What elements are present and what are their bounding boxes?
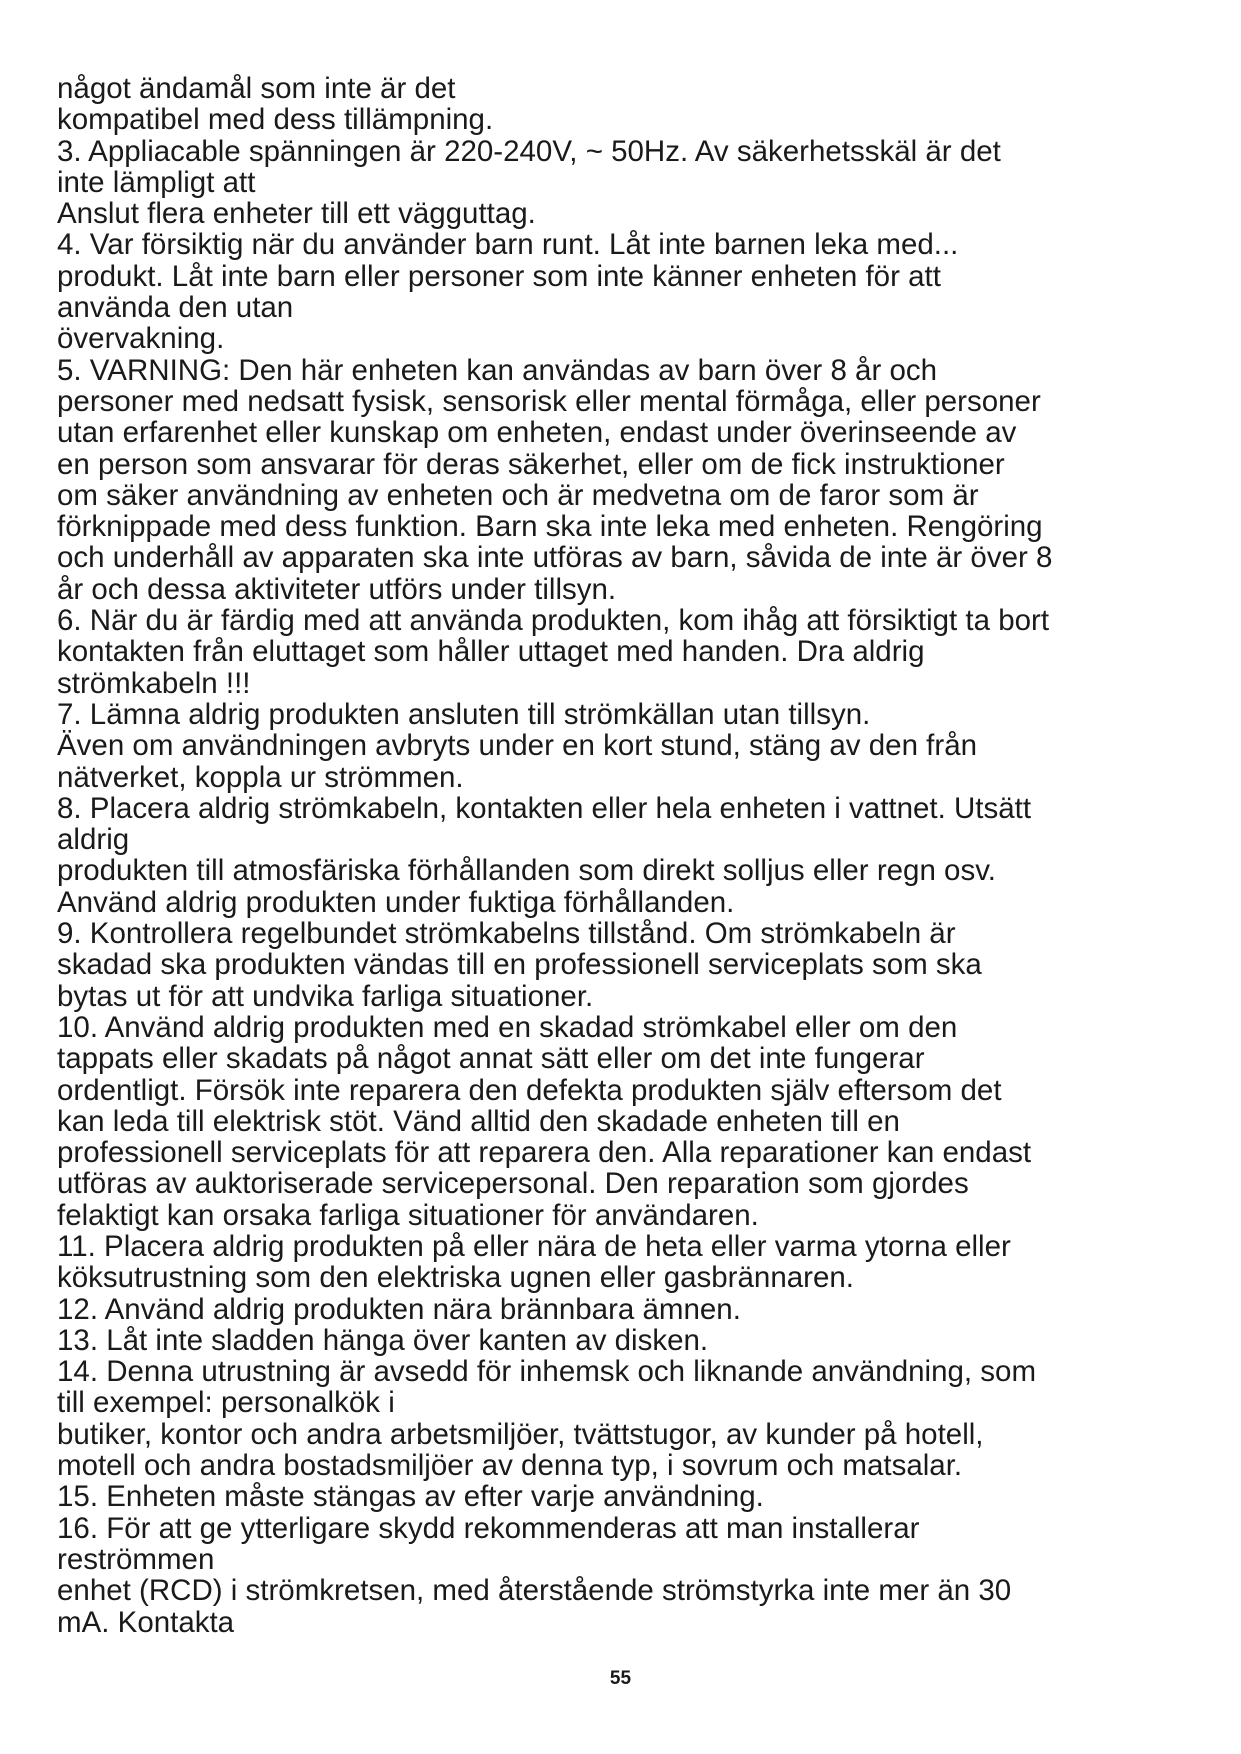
text-line: till exempel: personalkök i — [57, 1386, 395, 1420]
text-line: Anslut flera enheter till ett vägguttag. — [57, 197, 536, 231]
text-line: 9. Kontrollera regelbundet strömkabelns tillstånd. Om strömkabeln är — [57, 917, 956, 951]
text-line: förknippade med dess funktion. Barn ska inte leka med enheten. Rengöring — [57, 510, 1043, 544]
text-line: butiker, kontor och andra arbetsmiljöer, tvättstugor, av kunder på hotell, — [57, 1417, 984, 1451]
text-line: produkten till atmosfäriska förhållanden som direkt solljus eller regn osv. — [57, 854, 996, 888]
text-line: köksutrustning som den elektriska ugnen eller gasbrännaren. — [57, 1261, 854, 1295]
text-line: mA. Kontakta — [57, 1605, 235, 1639]
text-line: strömkabeln !!! — [57, 666, 251, 700]
text-line: 13. Låt inte sladden hänga över kanten av disken. — [57, 1323, 709, 1357]
text-line: år och dessa aktiviteter utförs under tillsyn. — [57, 572, 617, 606]
text-line: 14. Denna utrustning är avsedd för inhemsk och liknande användning, som — [57, 1355, 1037, 1389]
text-line: motell och andra bostadsmiljöer av denna typ, i sovrum och matsalar. — [57, 1449, 963, 1483]
text-line: Använd aldrig produkten under fuktiga förhållanden. — [57, 885, 735, 919]
text-line: 12. Använd aldrig produkten nära brännbara ämnen. — [57, 1292, 741, 1326]
text-line: 5. VARNING: Den här enheten kan användas av barn över 8 år och — [57, 353, 938, 387]
text-line: 10. Använd aldrig produkten med en skadad strömkabel eller om den — [57, 1010, 958, 1044]
text-line: enhet (RCD) i strömkretsen, med återstående strömstyrka inte mer än 30 — [57, 1574, 1012, 1608]
text-line: kompatibel med dess tillämpning. — [57, 103, 494, 137]
text-line: och underhåll av apparaten ska inte utföras av barn, såvida de inte är över 8 — [57, 541, 1053, 575]
text-line: övervakning. — [57, 322, 225, 356]
text-line: Även om användningen avbryts under en kort stund, stäng av den från — [57, 729, 978, 763]
text-line: aldrig — [57, 823, 130, 857]
text-line: 11. Placera aldrig produkten på eller nära de heta eller varma ytorna eller — [57, 1229, 1011, 1263]
text-line: utan erfarenhet eller kunskap om enheten, endast under överinseende av — [57, 416, 1017, 450]
text-line: bytas ut för att undvika farliga situationer. — [57, 979, 594, 1013]
text-line: om säker användning av enheten och är medvetna om de faror som är — [57, 478, 979, 512]
page-number: 55 — [609, 1668, 632, 1689]
text-line: 7. Lämna aldrig produkten ansluten till strömkällan utan tillsyn. — [57, 697, 871, 731]
text-line: kan leda till elektrisk stöt. Vänd alltid den skadade enheten till en — [57, 1104, 900, 1138]
text-line: nätverket, koppla ur strömmen. — [57, 760, 464, 794]
text-line: 4. Var försiktig när du använder barn runt. Låt inte barnen leka med... — [57, 228, 959, 262]
body-text — [57, 73, 1207, 1638]
text-line: inte lämpligt att — [57, 165, 256, 199]
text-line: reströmmen — [57, 1542, 215, 1576]
text-line: en person som ansvarar för deras säkerhet, eller om de fick instruktioner — [57, 447, 1005, 481]
text-line: produkt. Låt inte barn eller personer som inte känner enheten för att — [57, 259, 941, 293]
text-line: något ändamål som inte är det — [57, 72, 456, 105]
text-line: 15. Enheten måste stängas av efter varje användning. — [57, 1480, 764, 1514]
text-line: använda den utan — [57, 291, 294, 325]
text-line: 8. Placera aldrig strömkabeln, kontakten eller hela enheten i vattnet. Utsätt — [57, 791, 1032, 825]
text-line: skadad ska produkten vändas till en professionell serviceplats som ska — [57, 948, 982, 982]
text-line: personer med nedsatt fysisk, sensorisk eller mental förmåga, eller personer — [57, 384, 1041, 418]
text-line: kontakten från eluttaget som håller uttaget med handen. Dra aldrig — [57, 635, 925, 669]
text-line: utföras av auktoriserade servicepersonal. Den reparation som gjordes — [57, 1167, 969, 1201]
text-line: 16. För att ge ytterligare skydd rekommenderas att man installerar — [57, 1511, 920, 1545]
text-line: 3. Appliacable spänningen är 220-240V, ~ 50Hz. Av säkerhetsskäl är det — [57, 134, 1001, 168]
text-line: felaktigt kan orsaka farliga situationer för användaren. — [57, 1198, 759, 1232]
text-line: tappats eller skadats på något annat sätt eller om det inte fungerar — [57, 1042, 925, 1076]
text-line: professionell serviceplats för att reparera den. Alla reparationer kan endast — [57, 1136, 1032, 1170]
text-line: 6. När du är färdig med att använda produkten, kom ihåg att försiktigt ta bort — [57, 604, 1050, 638]
text-line: ordentligt. Försök inte reparera den defekta produkten själv eftersom det — [57, 1073, 1002, 1107]
